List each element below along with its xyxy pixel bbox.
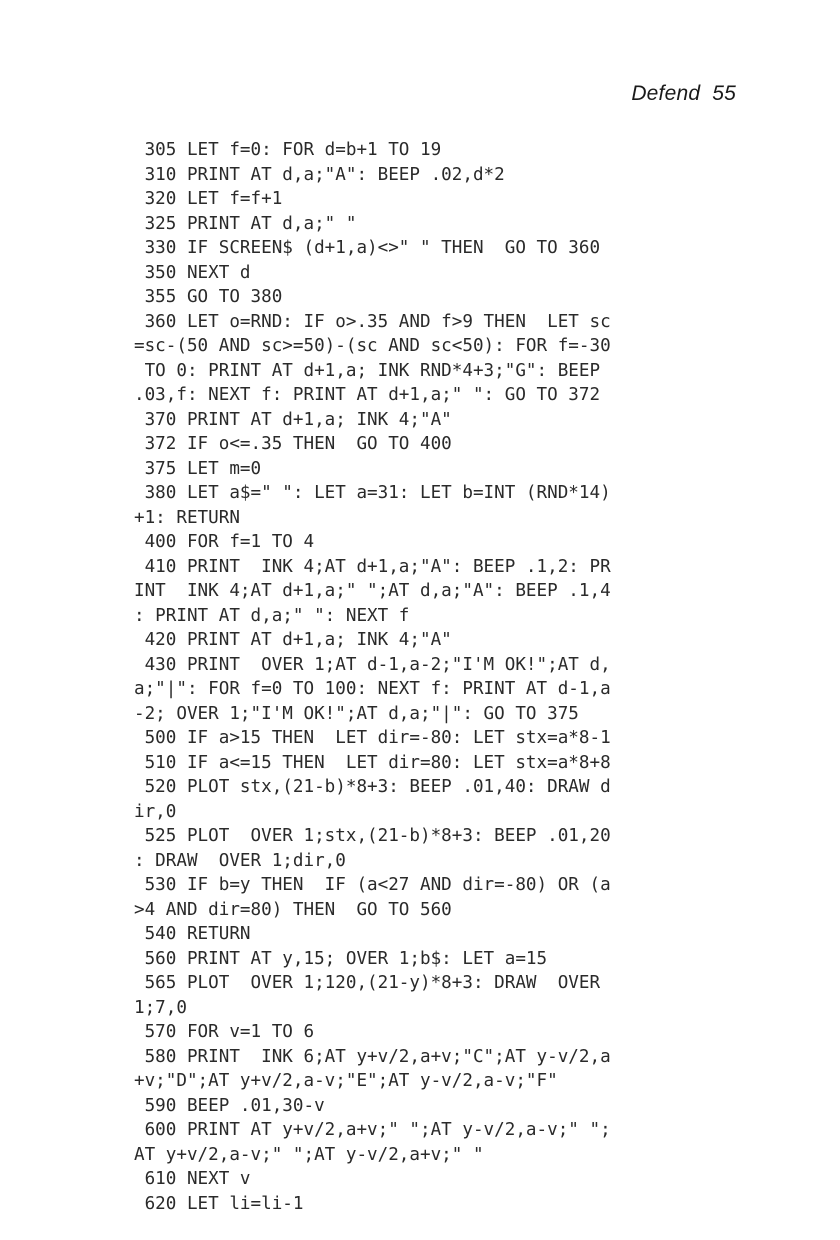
code-line: 370 PRINT AT d+1,a; INK 4;"A" bbox=[134, 409, 452, 430]
code-line: +1: RETURN bbox=[134, 507, 240, 528]
code-line: 560 PRINT AT y,15; OVER 1;b$: LET a=15 bbox=[134, 948, 548, 969]
page-number: 55 bbox=[712, 82, 736, 105]
code-line: AT y+v/2,a-v;" ";AT y-v/2,a+v;" " bbox=[134, 1144, 484, 1165]
code-line: 525 PLOT OVER 1;stx,(21-b)*8+3: BEEP .01,20 bbox=[134, 826, 611, 846]
code-line: 360 LET o=RND: IF o>.35 AND f>9 THEN LET sc bbox=[134, 311, 611, 332]
code-line: .03,f: NEXT f: PRINT AT d+1,a;" ": GO TO 372 bbox=[134, 385, 601, 405]
code-line: 540 RETURN bbox=[134, 924, 251, 944]
code-line: a;"|": FOR f=0 TO 100: NEXT f: PRINT AT d-1,a bbox=[134, 679, 611, 699]
code-line: 305 LET f=0: FOR d=b+1 TO 19 bbox=[134, 140, 442, 160]
code-line: 1;7,0 bbox=[134, 997, 187, 1018]
code-line: 610 NEXT v bbox=[134, 1169, 251, 1189]
code-line: 330 IF SCREEN$ (d+1,a)<>" " THEN GO TO 360 bbox=[134, 238, 601, 258]
code-line: 355 GO TO 380 bbox=[134, 287, 283, 307]
code-line: 372 IF o<=.35 THEN GO TO 400 bbox=[134, 434, 452, 454]
code-line: : PRINT AT d,a;" ": NEXT f bbox=[134, 605, 410, 626]
chapter-title: Defend bbox=[631, 82, 701, 105]
code-line: =sc-(50 AND sc>=50)-(sc AND sc<50): FOR f=-30 bbox=[134, 336, 611, 356]
code-line: 620 LET li=li-1 bbox=[134, 1193, 304, 1214]
code-line: 590 BEEP .01,30-v bbox=[134, 1095, 325, 1116]
page-header bbox=[631, 82, 736, 106]
code-line: 380 LET a$=" ": LET a=31: LET b=INT (RND*14) bbox=[134, 483, 611, 503]
code-line: : DRAW OVER 1;dir,0 bbox=[134, 850, 346, 871]
code-line: 510 IF a<=15 THEN LET dir=80: LET stx=a*8+8 bbox=[134, 752, 611, 773]
basic-program-listing bbox=[134, 138, 754, 1216]
code-line: 410 PRINT INK 4;AT d+1,a;"A": BEEP .1,2: PR bbox=[134, 556, 611, 577]
code-line: 530 IF b=y THEN IF (a<27 AND dir=-80) OR (a bbox=[134, 875, 611, 895]
code-line: 570 FOR v=1 TO 6 bbox=[134, 1022, 315, 1042]
code-line: 320 LET f=f+1 bbox=[134, 189, 283, 209]
code-line: >4 AND dir=80) THEN GO TO 560 bbox=[134, 899, 452, 920]
code-line: 310 PRINT AT d,a;"A": BEEP .02,d*2 bbox=[134, 164, 505, 185]
code-line: ir,0 bbox=[134, 801, 177, 822]
code-line: 520 PLOT stx,(21-b)*8+3: BEEP .01,40: DRAW d bbox=[134, 777, 611, 797]
code-line: 580 PRINT INK 6;AT y+v/2,a+v;"C";AT y-v/2,a bbox=[134, 1046, 611, 1067]
code-line: 325 PRINT AT d,a;" " bbox=[134, 213, 357, 234]
code-line: 500 IF a>15 THEN LET dir=-80: LET stx=a*8-1 bbox=[134, 728, 611, 748]
code-line: 600 PRINT AT y+v/2,a+v;" ";AT y-v/2,a-v;" "; bbox=[134, 1120, 611, 1140]
code-line: 400 FOR f=1 TO 4 bbox=[134, 532, 315, 552]
code-line: 350 NEXT d bbox=[134, 262, 251, 283]
code-line: 420 PRINT AT d+1,a; INK 4;"A" bbox=[134, 630, 452, 650]
code-line: INT INK 4;AT d+1,a;" ";AT d,a;"A": BEEP .1,4 bbox=[134, 581, 611, 601]
code-line: 565 PLOT OVER 1;120,(21-y)*8+3: DRAW OVER bbox=[134, 973, 601, 993]
code-line: 430 PRINT OVER 1;AT d-1,a-2;"I'M OK!";AT d, bbox=[134, 654, 611, 675]
code-line: -2; OVER 1;"I'M OK!";AT d,a;"|": GO TO 375 bbox=[134, 703, 579, 724]
code-line: 375 LET m=0 bbox=[134, 458, 262, 479]
code-line: TO 0: PRINT AT d+1,a; INK RND*4+3;"G": BEEP bbox=[134, 360, 601, 381]
code-line: +v;"D";AT y+v/2,a-v;"E";AT y-v/2,a-v;"F" bbox=[134, 1071, 558, 1091]
